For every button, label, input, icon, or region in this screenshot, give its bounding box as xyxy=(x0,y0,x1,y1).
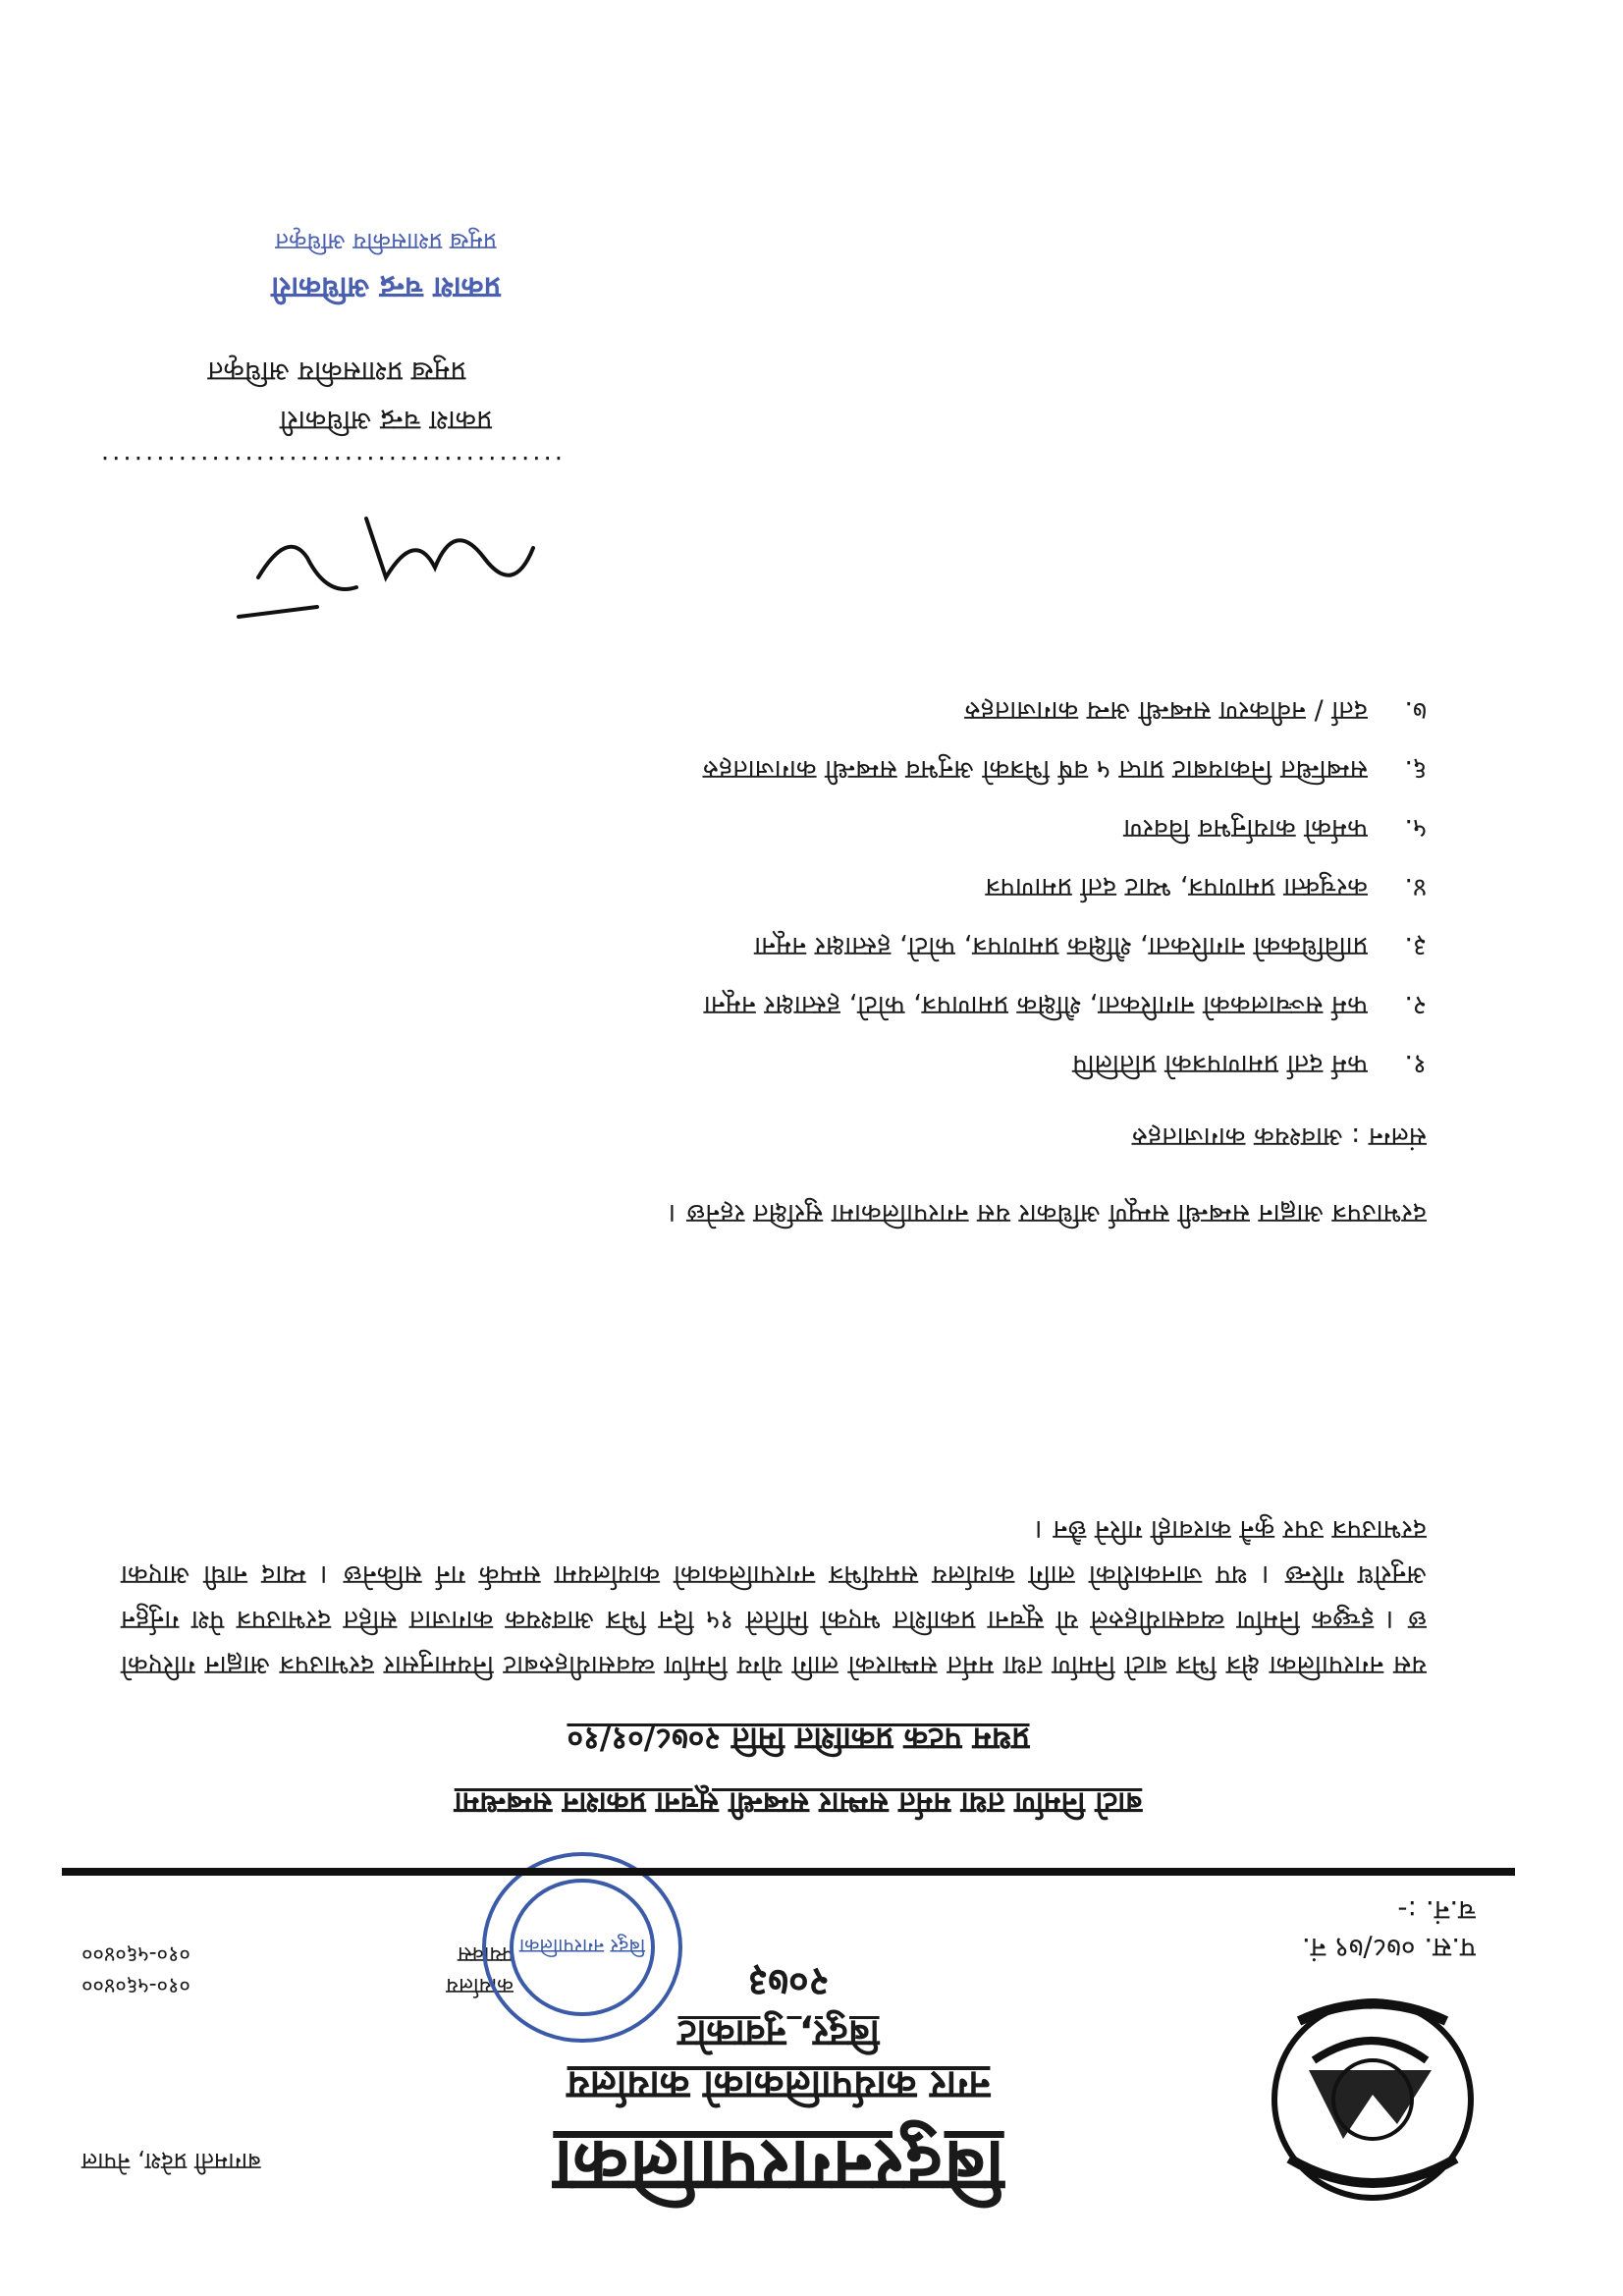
list-text: फर्म सञ्चालकको नागरिकता, शैक्षिक प्रमाणपत्र, फोटो, हस्ताक्षर नमूना xyxy=(703,990,1368,1020)
stamp-line-1: प्रकाश चन्द्र अधिकारी xyxy=(271,270,501,304)
contact-office xyxy=(81,1972,514,2001)
reference-number: प.स. ०७८/७९ नं. xyxy=(1301,1932,1476,1964)
list-text: सम्बन्धित निकायबाट प्राप्त ५ वर्ष भित्रको अनुभव सम्बन्धी कागजातहरु xyxy=(702,754,1368,785)
list-item xyxy=(121,749,1427,789)
list-text: करचुक्ता प्रमाणपत्र, भ्याट दर्ता प्रमाणपत्र xyxy=(985,872,1368,902)
contact-label: कार्यालय xyxy=(446,1973,514,1997)
documents-heading: संलग्न : आवश्यक कागजातहरु xyxy=(1131,1121,1427,1152)
list-item xyxy=(121,808,1427,847)
contact-fax xyxy=(81,1941,514,1970)
list-item xyxy=(121,1044,1427,1083)
handwritten-signature-icon xyxy=(219,489,553,636)
province-address: बागमती प्रदेश, नेपाल xyxy=(81,2148,261,2175)
signer-name: प्रकाश चन्द्र अधिकारी xyxy=(279,405,493,437)
signature-line: .......................................... xyxy=(97,450,563,479)
list-item xyxy=(121,926,1427,965)
list-number: २. xyxy=(1404,990,1427,1020)
office-name: नगर कार्यपालिकाको कार्यालय xyxy=(567,2062,991,2107)
list-number: ५. xyxy=(1404,813,1427,844)
list-item xyxy=(121,867,1427,906)
dispatch-number: च.नं. :- xyxy=(1397,1894,1476,1927)
office-location: बिदुर, नुवाकोट xyxy=(677,2012,880,2055)
officer-stamp-icon xyxy=(209,214,563,322)
seal-text: बिदुर नगरपालिका xyxy=(518,1935,646,1958)
list-text: फर्मको कार्यानुभव विवरण xyxy=(1123,813,1368,844)
notice-title: प्रथम पटक प्रकाशित मिति २०७८/०१/१० xyxy=(567,1721,1030,1758)
list-text: प्राविधिकको नागरिकता, शैक्षिक प्रमाणपत्र, फोटो, हस्ताक्षर नमूना xyxy=(754,931,1368,961)
header-divider xyxy=(62,1868,1515,1876)
list-item xyxy=(121,690,1427,730)
contact-value: ०१०-५६०४०० xyxy=(81,1941,190,1966)
stamp-line-2: प्रमुख प्रशासकीय अधिकृत xyxy=(275,228,497,255)
list-number: ३. xyxy=(1404,931,1427,961)
list-item xyxy=(121,985,1427,1024)
body-paragraph-2: दरभाउपत्र आह्वान सम्बन्धी सम्पूर्ण अधिकार यस नगरपालिकामा सुरक्षित रहनेछ । xyxy=(668,1198,1427,1229)
body-paragraph: यस नगरपालिका क्षेत्र भित्र बाटो निर्माण तथा मर्मत सम्भारको लागि योग्य निर्माण व्यवसायीहरुबाट नियमानुसार दरभाउपत्र आह्वान गरिएको छ । इच्छुक निर्माण व्यवसायीहरुले यो सूचना प्रकाशित भएको मितिले १५ दिन भित्र आवश्यक कागजात सहित दरभाउपत्र पेश गर्नुहुन अनुरोध गरिन्छ । थप जानकारीको लागि कार्यालय समयभित्र नगरपालिकाको कार्यालयमा सम्पर्क गर्न सकिनेछ । म्याद नाघी आएका दरभाउपत्र उपर कुनै कारवाही गरिने छैन । xyxy=(121,1514,1427,1680)
list-number: ७. xyxy=(1404,695,1427,726)
list-number: ४. xyxy=(1404,872,1427,902)
list-number: १. xyxy=(1404,1049,1427,1079)
list-text: दर्ता / नवीकरण सम्बन्धी अन्य कागजातहरु xyxy=(964,695,1368,726)
notice-subject: बाटो निर्माण तथा मर्मत सम्भार सम्बन्धी सूचना प्रकाशन सम्बन्धमा xyxy=(454,1785,1143,1820)
contact-value: ०१०-५६०४०० xyxy=(81,1973,190,1997)
nepal-emblem-icon xyxy=(1260,1982,1486,2217)
contact-label: फ्याक्स xyxy=(457,1941,514,1966)
list-text: फर्म दर्ता प्रमाणपत्रको प्रतिलिपि xyxy=(1072,1049,1368,1079)
document-list xyxy=(121,671,1427,1083)
establishment-year: २०७३ xyxy=(747,1959,830,2004)
signer-title: प्रमुख प्रशासकीय अधिकृत xyxy=(207,355,466,388)
list-number: ६. xyxy=(1404,754,1427,785)
municipality-name: बिदुरनगरपालिका xyxy=(553,2124,1004,2209)
